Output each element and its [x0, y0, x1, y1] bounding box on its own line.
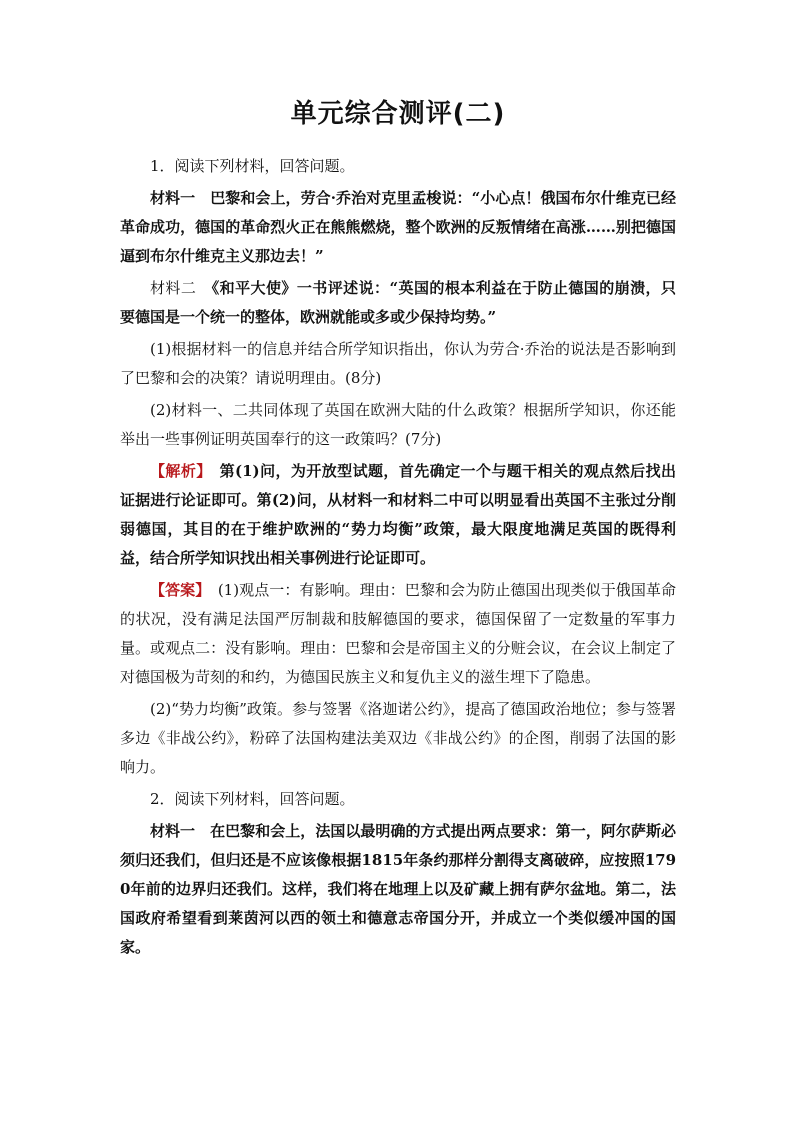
answer-text-1: (1)观点一：有影响。理由：巴黎和会为防止德国出现类似于俄国革命的状况，没有满足法国严厉制裁和肢解德国的要求，德国保留了一定数量的军事力量。或观点二：没有影响。理由：巴黎和会是帝国主义的分赃会议，在会议上制定了对德国极为苛刻的和约，为德国民族主义和复仇主义的滋生埋下了隐患。 [120, 581, 676, 686]
q2-prompt [120, 785, 676, 814]
document-page [120, 92, 676, 962]
q1-prompt-text: 1．阅读下列材料，回答问题。 [150, 157, 355, 175]
answer-tag: 【答案】 [150, 581, 203, 599]
q1-material1 [120, 184, 676, 271]
q2-material1 [120, 817, 676, 962]
q1-question1-text: (1)根据材料一的信息并结合所学知识指出，你认为劳合·乔治的说法是否影响到了巴黎和会的决策？请说明理由。(8分) [120, 340, 676, 387]
q1-question2-text: (2)材料一、二共同体现了英国在欧洲大陆的什么政策？根据所学知识，你还能举出一些事例证明英国奉行的这一政策吗？(7分) [120, 401, 676, 448]
q2-material1-label: 材料一 [150, 822, 196, 840]
q1-analysis [120, 457, 676, 573]
q2-material1-text: 在巴黎和会上，法国以最明确的方式提出两点要求：第一，阿尔萨斯必须归还我们，但归还是不应该像根据1815年条约那样分割得支离破碎，应按照1790年前的边界归还我们。这样，我们将在地理上以及矿藏上拥有萨尔盆地。第二，法国政府希望看到莱茵河以西的领土和德意志帝国分开，并成立一个类似缓冲国的国家。 [120, 822, 676, 956]
answer-text-2: (2)“势力均衡”政策。参与签署《洛迦诺公约》，提高了德国政治地位；参与签署多边《非战公约》，粉碎了法国构建法美双边《非战公约》的企图，削弱了法国的影响力。 [120, 700, 676, 776]
q1-material2 [120, 274, 676, 332]
analysis-text: 第(1)问，为开放型试题，首先确定一个与题干相关的观点然后找出证据进行论证即可。第(2)问，从材料一和材料二中可以明显看出英国不主张过分削弱德国，其目的在于维护欧洲的“势力均衡”政策，最大限度地满足英国的既得利益，结合所学知识找出相关事例进行论证即可。 [120, 462, 676, 567]
q1-answer [120, 576, 676, 692]
page-title: 单元综合测评(二) [290, 99, 506, 129]
q1-answer-part2 [120, 695, 676, 782]
q1-material2-label: 材料二 [150, 279, 197, 297]
q2-prompt-text: 2．阅读下列材料，回答问题。 [150, 790, 355, 808]
q1-material1-text: 巴黎和会上，劳合·乔治对克里孟梭说：“小心点！俄国布尔什维克已经革命成功，德国的革命烈火正在熊熊燃烧，整个欧洲的反叛情绪在高涨……别把德国逼到布尔什维克主义那边去！” [120, 189, 676, 265]
q1-question2 [120, 396, 676, 454]
q1-material1-label: 材料一 [150, 189, 196, 207]
q1-material2-text: 《和平大使》一书评述说：“英国的根本利益在于防止德国的崩溃，只要德国是一个统一的整体，欧洲就能或多或少保持均势。” [120, 279, 676, 326]
q1-question1 [120, 335, 676, 393]
analysis-tag: 【解析】 [150, 462, 205, 480]
q1-prompt [120, 152, 676, 181]
